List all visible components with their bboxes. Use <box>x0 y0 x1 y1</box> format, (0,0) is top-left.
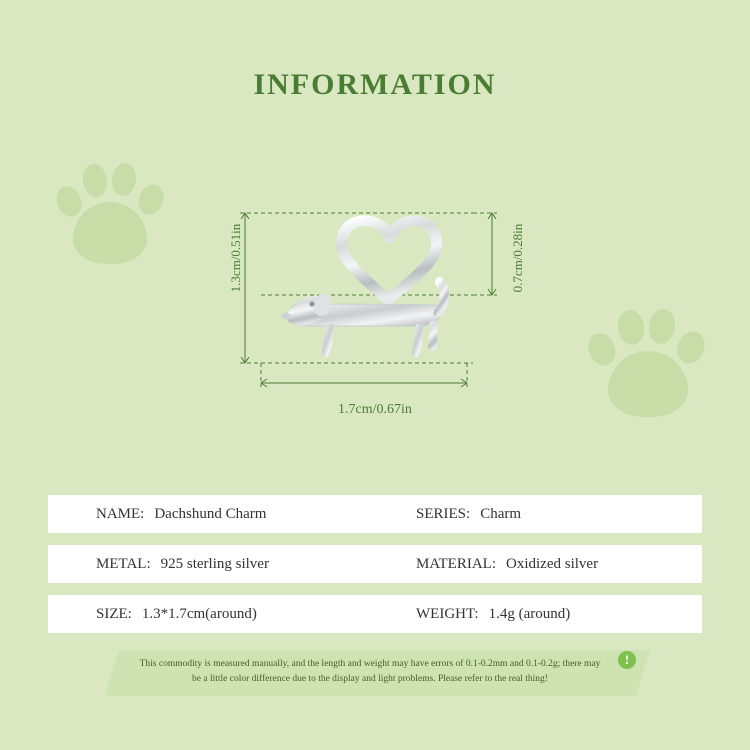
paw-print-icon <box>55 160 165 265</box>
spec-key: METAL: <box>96 555 151 572</box>
page-title: INFORMATION <box>253 68 497 101</box>
dimension-heart-height-label: 0.7cm/0.28in <box>510 223 525 293</box>
spec-value: 925 sterling silver <box>160 555 269 572</box>
disclaimer-banner <box>105 650 650 696</box>
exclamation-icon: ! <box>618 651 636 669</box>
spec-key: WEIGHT: <box>416 605 479 622</box>
spec-table <box>48 495 702 645</box>
spec-cell-series <box>388 495 702 533</box>
dachshund-heart-charm-image <box>270 200 500 375</box>
disclaimer-text: This commodity is measured manually, and the length and weight may have errors of 0.1-0.2mm and 0.1-0.2g; there may be a little color difference due to the display and light problems. Please refer to the real thing! <box>139 659 601 684</box>
paw-print-icon <box>588 305 706 417</box>
spec-cell-metal <box>48 545 388 583</box>
spec-value: Charm <box>480 505 522 522</box>
spec-cell-weight <box>388 595 702 633</box>
spec-value: 1.4g (around) <box>488 605 571 622</box>
spec-value: 1.3*1.7cm(around) <box>141 605 257 622</box>
table-row <box>48 595 702 633</box>
spec-key: NAME: <box>96 505 145 522</box>
spec-key: SIZE: <box>96 605 132 622</box>
spec-cell-material <box>388 545 702 583</box>
dimension-height-label: 1.3cm/0.51in <box>228 223 243 293</box>
paw-pad <box>608 351 688 417</box>
paw-pad <box>73 202 147 264</box>
spec-value: Oxidized silver <box>506 555 599 572</box>
paw-toe <box>647 307 678 345</box>
dimension-width-label: 1.7cm/0.67in <box>338 402 412 417</box>
paw-toe <box>616 308 647 346</box>
product-dimension-diagram <box>215 195 535 445</box>
spec-value: Dachshund Charm <box>154 505 267 522</box>
paw-toe <box>110 161 138 197</box>
table-row <box>48 545 702 583</box>
spec-cell-size <box>48 595 388 633</box>
paw-toe <box>584 329 620 369</box>
paw-toe <box>81 162 109 198</box>
spec-key: MATERIAL: <box>416 555 496 572</box>
paw-toe <box>134 181 168 219</box>
spec-key: SERIES: <box>416 505 471 522</box>
table-row <box>48 495 702 533</box>
paw-toe <box>673 327 709 367</box>
spec-cell-name <box>48 495 388 533</box>
